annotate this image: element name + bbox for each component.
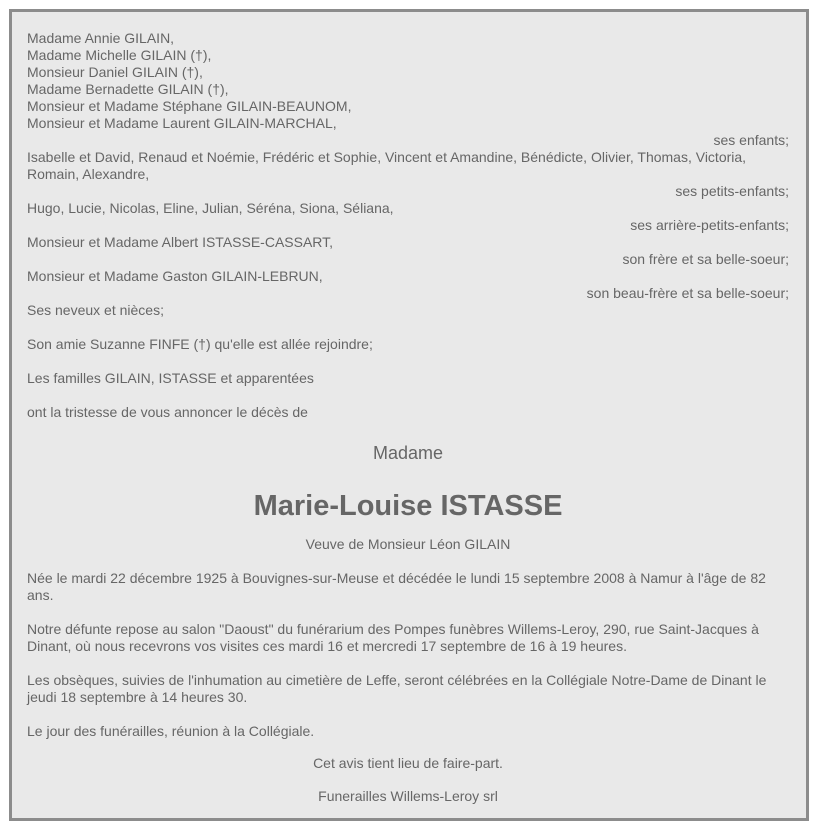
family-member: Monsieur Daniel GILAIN (†),: [27, 64, 203, 80]
obituary-card: [9, 9, 809, 821]
friend: Son amie Suzanne FINFE (†) qu'elle est allée rejoindre;: [27, 336, 373, 352]
deceased-name: Marie-Louise ISTASSE: [253, 490, 563, 522]
brother-in-law-role: son beau-frère et sa belle-soeur;: [586, 285, 789, 301]
children-role: ses enfants;: [713, 132, 789, 148]
families: Les familles GILAIN, ISTASSE et apparentées: [27, 370, 314, 386]
great-grandchildren: Hugo, Lucie, Nicolas, Eline, Julian, Séréna, Siona, Séliana,: [27, 200, 394, 216]
birth-death-paragraph: Née le mardi 22 décembre 1925 à Bouvignes-sur-Meuse et décédée le lundi 15 septembre 2008 à Namur à l'âge de 82 ans.: [27, 570, 766, 603]
notice: Cet avis tient lieu de faire-part.: [313, 755, 503, 771]
brother-in-law: Monsieur et Madame Gaston GILAIN-LEBRUN,: [27, 268, 323, 284]
family-member: Monsieur et Madame Stéphane GILAIN-BEAUNOM,: [27, 98, 352, 114]
visitation-paragraph: Notre défunte repose au salon "Daoust" du funérarium des Pompes funèbres Willems-Leroy, 290, rue Saint-Jacques à Dinant, où nous recevrons vos visites ces mardi 16 et mercredi 17 septembre de 16 à 19 heures.: [27, 621, 759, 654]
nephews: Ses neveux et nièces;: [27, 302, 164, 318]
family-member: Madame Bernadette GILAIN (†),: [27, 81, 229, 97]
family-member: Monsieur et Madame Laurent GILAIN-MARCHAL,: [27, 115, 337, 131]
family-member: Madame Michelle GILAIN (†),: [27, 47, 212, 63]
obituary-content: [27, 30, 789, 805]
funeral-paragraph: Les obsèques, suivies de l'inhumation au cimetière de Leffe, seront célébrées en la Collégiale Notre-Dame de Dinant le jeudi 18 septembre à 14 heures 30.: [27, 672, 767, 705]
family-member: Madame Annie GILAIN,: [27, 30, 175, 46]
great-grandchildren-role: ses arrière-petits-enfants;: [630, 217, 789, 233]
reunion-paragraph: Le jour des funérailles, réunion à la Collégiale.: [27, 723, 315, 739]
brother-role: son frère et sa belle-soeur;: [622, 251, 789, 267]
announcement: ont la tristesse de vous annoncer le décès de: [27, 404, 308, 420]
widow-of: Veuve de Monsieur Léon GILAIN: [305, 536, 511, 552]
grandchildren: Isabelle et David, Renaud et Noémie, Frédéric et Sophie, Vincent et Amandine, Bénédicte, Olivier, Thomas, Victoria, Romain, Alexandre,: [27, 149, 747, 182]
undertaker: Funerailles Willems-Leroy srl: [318, 788, 498, 804]
deceased-title: Madame: [372, 443, 444, 463]
grandchildren-role: ses petits-enfants;: [675, 183, 789, 199]
brother: Monsieur et Madame Albert ISTASSE-CASSART,: [27, 234, 334, 250]
